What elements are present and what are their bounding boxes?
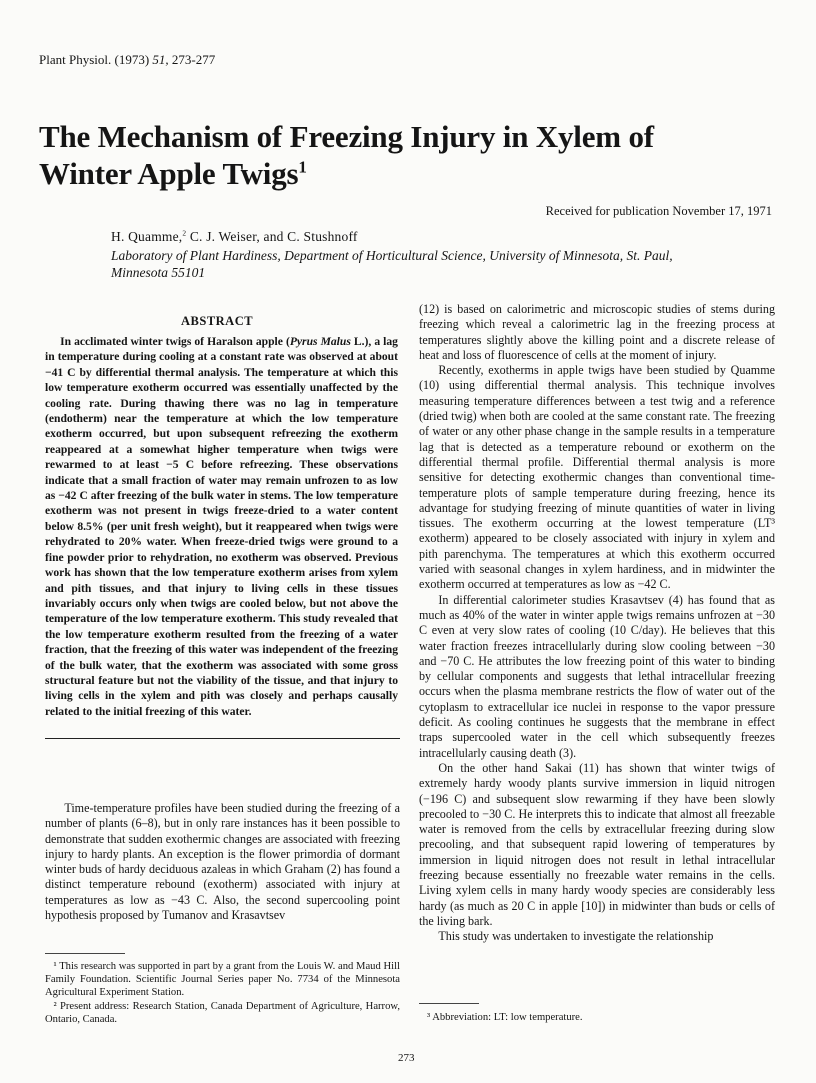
author-list (111, 229, 358, 245)
author-footnote-mark: 2 (182, 228, 187, 238)
intro-paragraph: Time-temperature profiles have been studied during the freezing of a number of plants (6–8), but in only rare instances has it been possible to demonstrate that sudden exothermic changes are associated with freezing injury to hardy plants. An exception is the flower primordia of dormant winter buds of hardy deciduous azaleas in which Graham (2) has found a distinct temperature rebound (exotherm) associated with injury at temperatures as low as −43 C. Also, the second supercooling point hypothesis proposed by Tumanov and Krasavtsev (45, 801, 400, 923)
footnote-divider (45, 953, 125, 954)
footnote-1: ¹ This research was supported in part by a grant from the Louis W. and Maud Hill Family Foundation. Scientific Journal Series paper No. 7734 of the Minnesota Agricultural Experiment Station. (45, 961, 400, 998)
journal-volume: 51, (152, 52, 169, 67)
received-date: Received for publication November 17, 1971 (545, 204, 772, 218)
col2-paragraph-3: In differential calorimeter studies Krasavtsev (4) has found that as much as 40% of the water in winter apple twigs remains unfrozen at −30 C even at very slow rates of cooling (10 C/day). He believes that this water fraction freezes intracellularly during slow cooling between −30 and −70 C. He attributes the low freezing point of this water to binding by cellular components and suggests that lethal intracellular freezing occurs when the plasma membrane restricts the flow of water out of the cytoplasm to extracellular ice nuclei in response to the vapor pressure deficit. As cooling continues he suggests that the membrane in effect traps supercooled water in the cell which subsequently freezes intracellularly causing death (3). (419, 592, 775, 760)
affiliation-line-2: Minnesota 55101 (111, 265, 206, 280)
footnote-2: ² Present address: Research Station, Canada Department of Agriculture, Harrow, Ontario, Canada. (45, 1001, 400, 1025)
abstract-text-2: L.), a lag in temperature during cooling at a constant rate was observed at about −41 C by differential thermal analysis. The temperature at which this low temperature exotherm occurred was essentially unaffected by the cooling rate. During thawing there was no lag in temperature (endotherm) near the temperature at which the low temperature exotherm occurred, but upon subsequent refreezing the exotherm reappeared at a somewhat higher temperature when twigs were rewarmed to at least −5 C before refreezing. These observations indicate that a small fraction of water may remain unfrozen to as low as −42 C after freezing of the bulk water in stems. The low temperature exotherm was not present in twigs freeze-dried to a water content below 8.5% (per unit fresh weight), but it reappeared when twigs were rehydrated to 20% water. When freeze-dried twigs were ground to a fine powder prior to rehydration, no exotherm was observed. Previous work has shown that the low temperature exotherm arises from xylem and pith tissues, and that injury to living cells in these tissues invariably occurs only when twigs are cooled below, but not above the temperature of the low temperature exotherm. This study revealed that the low temperature exotherm resulted from the freezing of a water fraction, that the freezing of this water was independent of the freezing of the bulk water, that the exotherm was associated with some gross structural feature but not the viability of the tissue, and that injury to living cells in the xylem and pith was closely and perhaps causally related to the initial freezing of this water. (45, 335, 398, 718)
title-line-2: Winter Apple Twigs (39, 156, 299, 191)
abstract-text-1: In acclimated winter twigs of Haralson apple ( (60, 335, 290, 348)
title-footnote-mark: 1 (298, 157, 307, 177)
col2-paragraph-4: On the other hand Sakai (11) has shown that winter twigs of extremely hardy woody plants survive immersion in liquid nitrogen (−196 C) and subsequent slow rewarming if they have been slowly precooled to −30 C. He interprets this to indicate that almost all freezable water is removed from the cells by extracellular freezing during slow precooling, and that subsequent rapid lowering of temperatures by immersion in liquid nitrogen does not result in lethal intracellular freezing because essentially no freezable water remains in the cells. Living xylem cells in many hardy woody species are considerably less hardy (as much as 20 C in apple [10]) in midwinter than buds or cells of the living bark. (419, 760, 775, 928)
affiliation (111, 247, 771, 281)
author-1: H. Quamme, (111, 229, 183, 244)
col2-paragraph-2: Recently, exotherms in apple twigs have been studied by Quamme (10) using differential thermal analysis. This technique involves measuring temperature differences between a test twig and a reference (dried twig) when both are cooled at the same constant rate. The freezing of water or any other phase change in the sample results in a temperature lag that is detected as a temperature rebound or exotherm on the differential thermal profile. Differential thermal analysis is more sensitive for detecting exothermic changes than conventional time-temperature plots of sample temperature during freezing, hence its advantage for studying freezing of minute quantities of water in living tissues. The exotherm occurring at the lowest temperature (LT³ exotherm) appeared to be closely associated with injury in xylem and pith parenchyma. The temperatures at which this exotherm occurred varied with seasonal changes in xylem hardiness, and in midwinter the exotherm occurred at temperatures as low as −42 C. (419, 363, 775, 592)
journal-name: Plant Physiol. (39, 52, 112, 67)
journal-year: (1973) (114, 52, 150, 67)
abstract-heading: ABSTRACT (181, 314, 254, 328)
footnote-divider-2 (419, 1003, 479, 1004)
right-column (419, 302, 775, 944)
paper-title (39, 118, 779, 192)
journal-citation (39, 52, 215, 68)
affiliation-line-1: Laboratory of Plant Hardiness, Department of Horticultural Science, University of Minnesota, St. Paul, (111, 248, 673, 263)
col2-paragraph-5: This study was undertaken to investigate the relationship (438, 929, 714, 944)
species-name: Pyrus Malus (289, 335, 351, 348)
footnote-3: ³ Abbreviation: LT: low temperature. (427, 1012, 583, 1023)
col2-paragraph-1: (12) is based on calorimetric and microscopic studies of stems during freezing which reveal a calorimetric lag in the freezing process at temperatures slightly above the killing point and a discrete release of heat and loss of fluorescence of cells at the moment of injury. (419, 302, 775, 362)
abstract-divider (45, 738, 400, 739)
journal-pages: 273-277 (171, 52, 216, 67)
abstract-body (45, 334, 398, 719)
title-line-1: The Mechanism of Freezing Injury in Xylem of (39, 119, 654, 154)
page-number: 273 (398, 1052, 415, 1064)
other-authors: C. J. Weiser, and C. Stushnoff (186, 229, 358, 244)
